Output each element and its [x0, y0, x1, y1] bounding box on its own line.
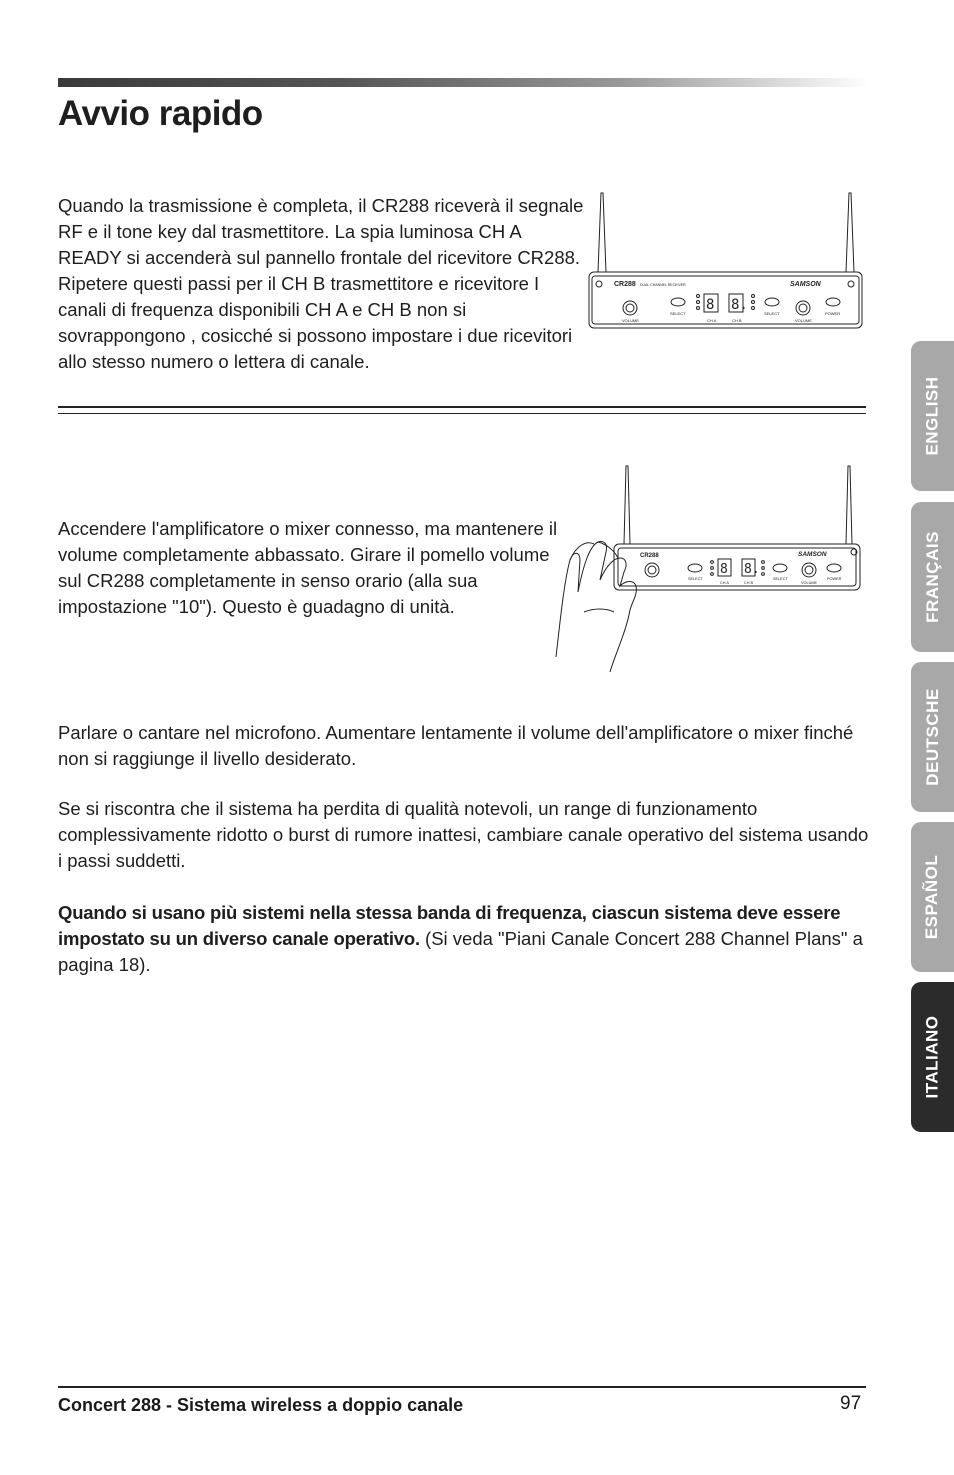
label-volume-right-2: VOLUME [801, 581, 818, 585]
tab-francais-label: FRANÇAIS [922, 531, 942, 623]
display-cha-2: 8 [720, 562, 728, 577]
label-power-2: POWER [827, 577, 842, 581]
footer-divider [58, 1386, 866, 1388]
paragraph-speak: Parlare o cantare nel microfono. Aumentare lentamente il volume dell'amplificatore o mixer finché non si raggiunge il livello desiderato. [58, 722, 854, 769]
tab-english[interactable] [911, 341, 954, 491]
label-power: POWER [825, 311, 841, 316]
receiver-brand-2: SAMSON [798, 551, 827, 558]
footer-title: Concert 288 - Sistema wireless a doppio canale [58, 1395, 464, 1415]
note-normal: (Si veda "Piani Canale Concert 288 Channel Plans" a pagina 18). [58, 928, 863, 975]
display-chb: 8. [731, 297, 748, 313]
label-chb: CH B [732, 318, 742, 323]
receiver-logo-2: CR288 [640, 553, 659, 559]
tab-espanol-label: ESPAÑOL [922, 854, 942, 940]
paragraph-transmission: Quando la trasmissione è completa, il CR288 riceverà il segnale RF e il tone key dal trasmettitore. La spia luminosa CH A READY si accenderà sul pannello frontale del ricevitore CR288. Ripetere questi passi per il CH B trasmettitore e ricevitore I canali di frequenza disponibili CH A e CH B non si sovrappongono , cosicché si possono impostare i due ricevitori allo stesso numero o lettera di canale. [58, 195, 584, 372]
tab-italiano-label: ITALIANO [922, 1015, 942, 1099]
label-volume-left: VOLUME [622, 318, 639, 323]
display-chb-2: 8. [744, 562, 760, 577]
tab-deutsche-label: DEUTSCHE [922, 688, 942, 786]
paragraph-note [58, 900, 870, 978]
tab-italiano[interactable] [911, 982, 954, 1132]
receiver-front-panel-illustration [586, 188, 868, 336]
receiver-logo: CR288 [614, 281, 636, 288]
page-title: Avvio rapido [58, 94, 263, 133]
label-select-left: SELECT [670, 311, 686, 316]
receiver-volume-knob-illustration [554, 462, 866, 684]
label-volume-right: VOLUME [795, 318, 812, 323]
note-bold: Quando si usano più sistemi nella stessa banda di frequenza, ciascun sistema deve essere impostato su un diverso canale operativo. [58, 902, 841, 949]
tab-deutsche[interactable] [911, 662, 954, 812]
label-select-right: SELECT [764, 311, 780, 316]
section-divider [58, 406, 866, 408]
display-cha: 8 [706, 297, 715, 313]
label-chb-2: CH B [744, 581, 754, 585]
tab-english-label: ENGLISH [922, 376, 942, 456]
label-cha: CH A [707, 318, 717, 323]
header-bar [58, 78, 868, 87]
paragraph-amplifier: Accendere l'amplificatore o mixer connesso, ma mantenere il volume completamente abbassato. Girare il pomello volume sul CR288 completamente in senso orario (alla sua impostazione "10"). Questo è guadagno di unità. [58, 518, 558, 617]
tab-espanol[interactable] [911, 822, 954, 972]
page-number: 97 [840, 1393, 862, 1414]
section-divider [58, 413, 866, 414]
label-select-left-2: SELECT [688, 577, 703, 581]
label-select-right-2: SELECT [773, 577, 788, 581]
receiver-brand: SAMSON [790, 281, 821, 288]
receiver-subtitle: DUAL CHANNEL RECEIVER [640, 283, 686, 287]
label-cha-2: CH A [720, 581, 729, 585]
tab-francais[interactable] [911, 502, 954, 652]
paragraph-troubleshoot: Se si riscontra che il sistema ha perdita di qualità notevoli, un range di funzionamento complessivamente ridotto o burst di rumore inattesi, cambiare canale operativo del sistema usando i passi suddetti. [58, 798, 869, 871]
